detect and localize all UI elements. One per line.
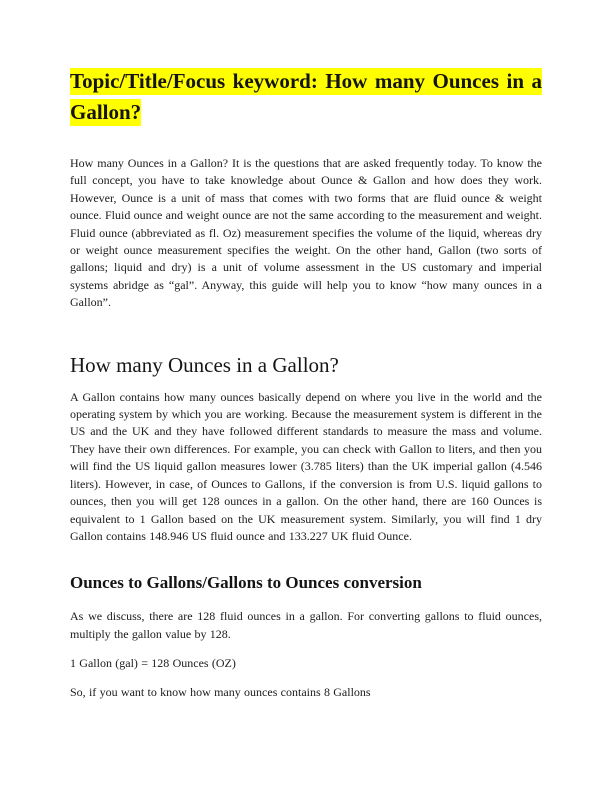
section1-paragraph: A Gallon contains how many ounces basically depend on where you live in the world and the operating system by which you are working. Because the measurement system is different in the US and the UK and they have followed different standards to measure the mass and volume. They have their own differences. For example, you can check with Gallon to liters, and then you will find the US liquid gallon measures lower (3.785 liters) than the UK imperial gallon (4.546 liters). However, in case, of Ounces to Gallons, if the conversion is from U.S. liquid gallons to ounces, then you will get 128 ounces in a gallon. On the other hand, there are 160 Ounces is equivalent to 1 Gallon based on the UK measurement system. Similarly, you will find 1 dry Gallon contains 148.946 US fluid ounce and 133.227 UK fluid Ounce. <box>70 389 542 543</box>
document-title <box>70 66 542 128</box>
section2-paragraph-closing: So, if you want to know how many ounces contains 8 Gallons <box>70 684 371 699</box>
title-highlight: Topic/Title/Focus keyword: How many Ounces in a Gallon? <box>70 69 542 124</box>
section2-paragraph-conversion: As we discuss, there are 128 fluid ounces in a gallon. For converting gallons to fluid ounces, multiply the gallon value by 128. <box>70 609 542 641</box>
section2-formula: 1 Gallon (gal) = 128 Ounces (OZ) <box>70 656 236 671</box>
section2-heading: Ounces to Gallons/Gallons to Ounces conversion <box>70 573 422 593</box>
intro-paragraph: How many Ounces in a Gallon? It is the questions that are asked frequently today. To know the full concept, you have to take knowledge about Ounce & Gallon and how does they work. However, Ounce is a unit of mass that comes with two forms that are fluid ounce & weight ounce. Fluid ounce and weight ounce are not the same according to the measurement and weight. Fluid ounce (abbreviated as fl. Oz) measurement specifies the volume of the liquid, whereas dry or weight ounce measurement specifies the weight. On the other hand, Gallon (two sorts of gallons; liquid and dry) is a unit of volume assessment in the US customary and imperial systems abridge as “gal”. Anyway, this guide will help you to know “how many ounces in a Gallon”. <box>70 156 542 310</box>
section1-heading: How many Ounces in a Gallon? <box>70 352 339 377</box>
